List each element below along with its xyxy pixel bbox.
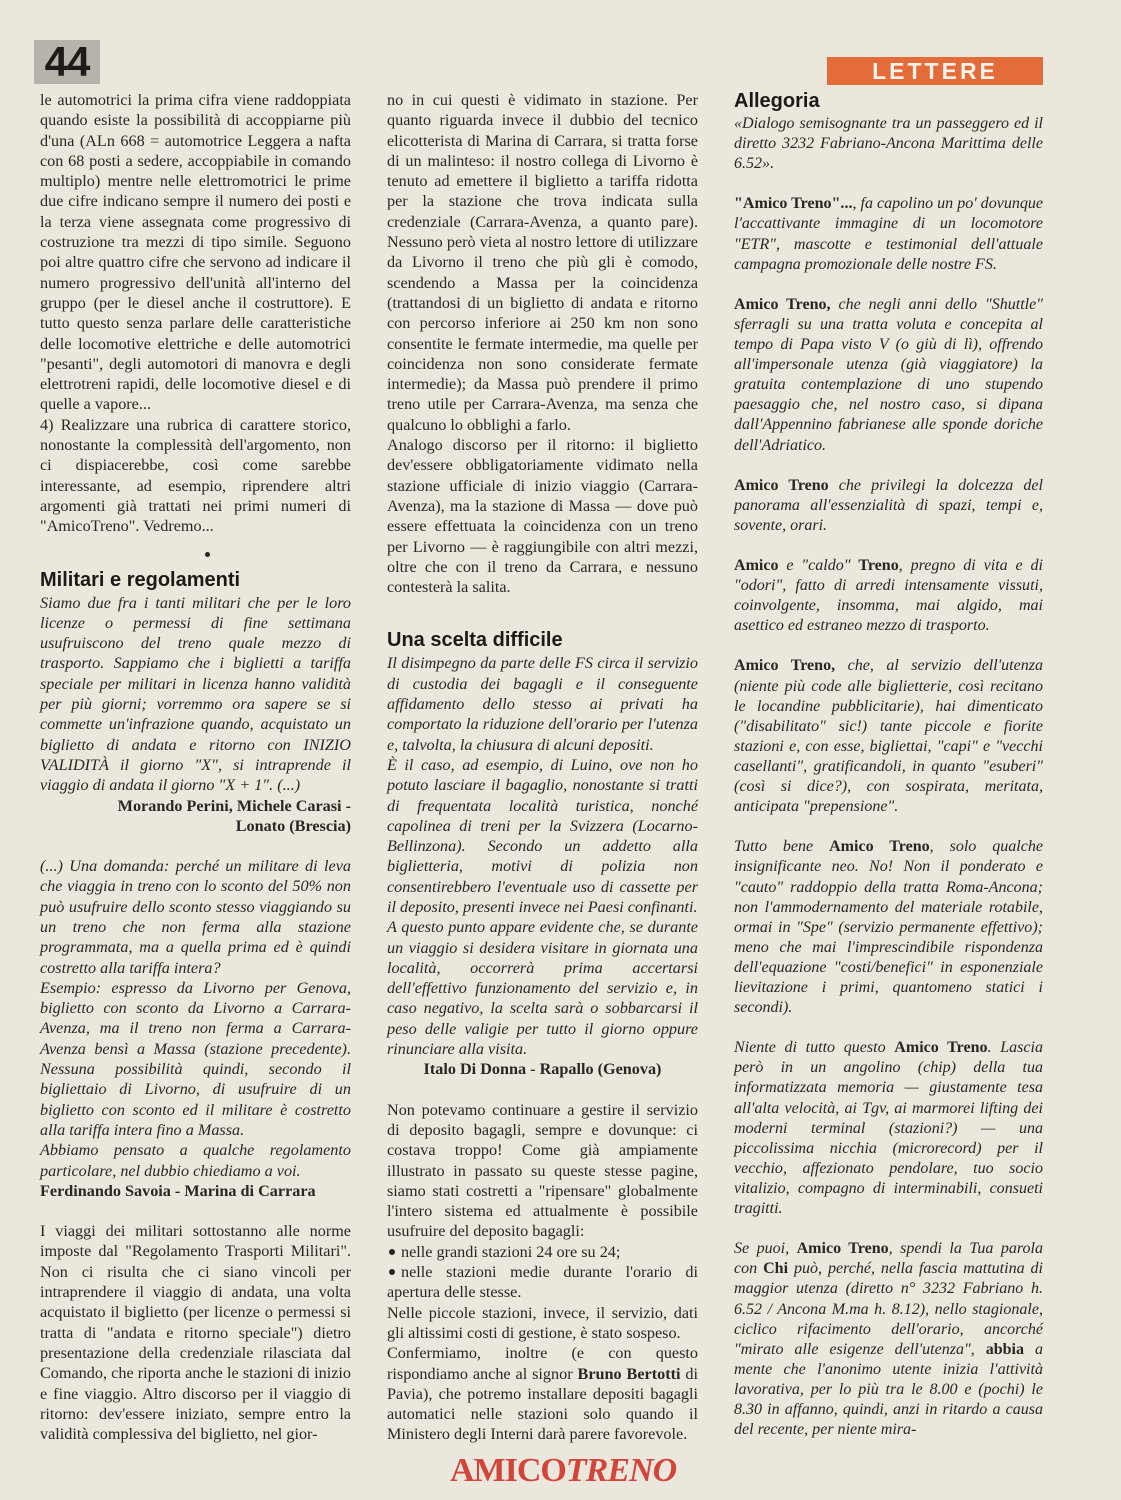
signature-savoia: Ferdinando Savoia - Marina di Carrara xyxy=(40,1181,316,1200)
bullet-stazioni-medie: nelle stazioni medie durante l'orario di apertura delle stesse. xyxy=(387,1263,698,1302)
decorative-dot xyxy=(205,552,210,557)
reply-militari-continued: no in cui questi è vidimato in stazione. Per quanto riguarda invece il dubbio del tecnico elicotterista di Marina di Carrara, si tratta forse di un malinteso: il nostro collega di Livorno è tenuto ad emettere il biglietto a tariffa ridotta per la stazione che trova indicata sulla credenziale (Carrara-Avenza, a quanto pare). Nessuno però vieta al nostro lettore di utilizzare da Livorno il treno che più gli è comodo, scendendo a Massa per la coincidenza (trattandosi di un biglietto di andata e ritorno con percorso inferiore ai 250 km non sono consentite le fermate intermedie, ma quelle per coincidenza non sono considerate fermate intermedie); da Massa può prendere il primo treno utile per Carrara-Avenza, ma senza che qualcuno lo obblighi a farlo. xyxy=(387,91,698,434)
article-continuation: le automotrici la prima cifra viene raddoppiata quando esiste la possibilità di accoppiarne più d'una (ALn 668 = automotrice Leggera a nafta con 68 posti a sedere, accoppiabile in comando multiplo) mentre nelle elettromotrici le prime due cifre indicano sempre il numero dei posti e la terza viene assegnata come progressivo di costruzione tra mezzi di tipo simile. Seguono poi altre quattro cifre che servono ad indicare il numero progressivo dell'unità all'interno del gruppo (per le diesel anche il costruttore). E tutto questo senza parlare delle caratteristiche delle locomotive elettriche e delle automotrici "pesanti", degli automotori di manovra e degli elettrotreni rapidi, delle locomotive diesel e di quelle a vapore... xyxy=(40,91,351,414)
column-3 xyxy=(734,90,1043,1440)
allegoria-p6: Tutto bene Amico Treno, solo qualche insignificante neo. No! Non il ponderato e "cauto" raddoppio della tratta Roma-Ancona; non l'ammodernamento del materiale rotabile, ormai in "Spe" (servizio permanente effettivo); meno che mai l'imprescindibile rispondenza dell'equazione "costi/benefici" in esponenziale lievitazione i primi, quantomeno statici i secondi). xyxy=(734,838,1044,1017)
reply-militari: I viaggi dei militari sottostanno alle norme imposte dal "Regolamento Trasporti Militari". Non ci risulta che ci siano vincoli per intraprendere il viaggio di andata, una volta acquistato il biglietto (per licenze o permessi si tratta di "andata e ritorno speciale") dietro presentazione della credenziale rilasciata dal Comando, che riporta anche le stazioni di inizio e fine viaggio. Altro discorso per il viaggio di ritorno: dev'essere iniziato, sempre entro la validità complessiva del biglietto, nel gior- xyxy=(40,1222,351,1444)
reply-militari-return: Analogo discorso per il ritorno: il biglietto dev'essere obbligatoriamente vidimato nella stazione ufficiale di inizio viaggio (Carrara-Avenza), ma la stazione di Massa — dove può essere effettuata la coincidenza con un treno per Livorno — è raggiungibile con altri mezzi, oltre che con il treno da Carrara, e nessuno contesterà la salita. xyxy=(387,436,698,597)
reply-bagagli-1: Non potevamo continuare a gestire il servizio di deposito bagagli, sempre e dovunque: ci costava troppo! Come già ampiamente illustrato in passato su queste stesse pagine, siamo stati costretti a "ripensare" globalmente l'intero sistema ed attualmente è possibile usufruire del deposito bagagli: xyxy=(387,1100,698,1241)
column-2 xyxy=(387,90,698,1445)
page-number: 44 xyxy=(34,40,100,84)
reply-bagagli-2: Nelle piccole stazioni, invece, il servizio, dati gli altissimi costi di gestione, è stato sospeso. xyxy=(387,1303,698,1342)
signature-perini-carasi: Morando Perini, Michele Carasi - xyxy=(117,796,351,815)
allegoria-p8: Se puoi, Amico Treno, spendi la Tua parola con Chi può, perché, nella fascia mattutina di maggior utenza (diretto n° 3232 Fabriano h. 6.52 / Ancona M.ma h. 8.12), nello stagionale, ciclico rifacimento dell'orario, ancorché "mirato alle esigenze dell'utenza", abbia a mente che l'anonimo utente inizia l'attività lavorativa, per lo più tra le 8.00 e (pochi) le 8.30 in affanno, quindi, anzi in ritardo a causa del recente, per niente mira- xyxy=(734,1240,1044,1439)
heading-scelta-difficile: Una scelta difficile xyxy=(387,629,563,652)
letter-militari-2: (...) Una domanda: perché un militare di leva che viaggia in treno con lo sconto del 50% non può usufruire dello sconto stesso viaggiando su un treno che non ferma alla stazione programmata, ma a quella prima ed è quindi costretto alla tariffa intera? xyxy=(40,857,351,977)
bullet-grandi-stazioni: nelle grandi stazioni 24 ore su 24; xyxy=(387,1242,698,1262)
allegoria-p7: Niente di tutto questo Amico Treno. Lascia però in un angolino (chip) della tua informatizzata memoria — giustamente tesa all'alta velocità, ai Tgv, ai marmorei lifting dei moderni terminal (stazioni?) — una piccolissima nicchia (microrecord) per il vecchio, affezionato pendolare, tuo socio vitalizio, compagno di interminabili, consueti tragitti. xyxy=(734,1039,1043,1218)
letter-bagagli-3: A questo punto appare evidente che, se durante un viaggio si desidera visitare in giornata una località, occorrerà prima accertarsi dell'effettivo funzionamento del servizio e, in caso negativo, la scelta sarà o sobbarcarsi il peso delle valigie per tutto il giorno oppure rinunciare alla visita. xyxy=(387,918,698,1059)
allegoria-p3: Amico Treno che privilegi la dolcezza del panorama all'essenzialità di spazi, tempi e, sovente, orari. xyxy=(734,476,1043,534)
letter-bagagli-2: È il caso, ad esempio, di Luino, ove non ho potuto lasciare il bagaglio, nonostante si tratti di frequentata località turistica, nonché capolinea di treni per la Svizzera (Locarno-Bellinzona). Secondo un addetto alla biglietteria, motivi di polizia non consentirebbero l'eventuale uso di cassette per il deposito, presenti invece nei Paesi confinanti. xyxy=(387,755,698,916)
column-1 xyxy=(40,90,351,1444)
bullet-icon xyxy=(389,1249,395,1255)
signature-di-donna: Italo Di Donna - Rapallo (Genova) xyxy=(423,1060,662,1079)
allegoria-p2: Amico Treno, che negli anni dello "Shuttle" sferragli su una tratta voluta e concepita al tempo di Papa visto V (o giù di lì), offrendo all'impersonale utenza (già viaggiatore) la gratuita contemplazione di uno stupendo paesaggio che, nel nostro caso, si dipana dall'Appennino fabrianese alle sponde doriche dell'Adriatico. xyxy=(734,295,1043,454)
heading-militari: Militari e regolamenti xyxy=(40,568,241,591)
letter-militari-1: Siamo due fra i tanti militari che per le loro licenze o permessi di fine settimana usufruiscono del treno quale mezzo di trasporto. Sappiamo che i biglietti a tariffa speciale per militari in licenza hanno validità per più giorni; vorremmo ora sapere se si commette un'infrazione quando, acquistato un biglietto di andata e ritorno con INIZIO VALIDITÀ il giorno "X", si intraprende il viaggio di andata il giorno "X + 1". (...) xyxy=(40,593,351,795)
bullet-icon xyxy=(389,1269,395,1275)
allegoria-intro: «Dialogo semisognante tra un passeggero ed il diretto 3232 Fabriano-Ancona Marittima delle 6.52». xyxy=(734,115,1043,173)
heading-allegoria: Allegoria xyxy=(734,90,820,112)
reply-bagagli-3: Confermiamo, inoltre (e con questo rispondiamo anche al signor Bruno Bertotti di Pavia), che potremo installare depositi bagagli automatici nelle stazioni solo quando il Ministero degli Interni darà parere favorevole. xyxy=(387,1344,698,1444)
allegoria-p5: Amico Treno, che, al servizio dell'utenza (niente più code alle biglietterie, così recitano le locandine pubblicitarie), hai dimenticato ("disabilitato" sic!) tante piccole e fiorite stazioni e, con esse, bigliettai, "capi" e "vecchi casellanti", gratificandoli, in quanto "esuberi" (così si dice?), con sospirata, meritata, anticipata "prepensione". xyxy=(734,657,1043,816)
allegoria-p4: Amico e "caldo" Treno, pregno di vita e di "odori", fatto di arredi intensamente vissuti, coinvolgente, insomma, mai algido, mai asettico ed estraneo mezzo di trasporto. xyxy=(734,556,1043,635)
letter-militari-2-close: Abbiamo pensato a qualche regolamento particolare, nel dubbio chiediamo a voi. xyxy=(40,1141,351,1180)
magazine-logo: AMICOTRENO xyxy=(450,1452,677,1489)
point-4: 4) Realizzare una rubrica di carattere storico, nonostante la complessità dell'argomento, non ci dispiacerebbe, così come sarebbe interessante, ad esempio, riprendere altri argomenti già trattati nei primi numeri di "AmicoTreno". Vedremo... xyxy=(40,415,351,536)
allegoria-p1: "Amico Treno"..., fa capolino un po' dovunque l'accattivante immagine di un locomotore "ETR", mascotte e testimonial dell'attuale campagna promozionale delle nostre FS. xyxy=(734,195,1044,273)
signature-lonato: Lonato (Brescia) xyxy=(235,816,351,835)
section-tag: LETTERE xyxy=(827,57,1043,85)
letter-militari-2-example: Esempio: espresso da Livorno per Genova, biglietto con sconto da Livorno a Carrara-Avenza, ma il treno non ferma a Carrara-Avenza bensì a Massa (stazione precedente). Nessuna possibilità quindi, secondo il bigliettaio di Livorno, di usufruire di un biglietto con sconto ed il militare è costretto alla tariffa intera fino a Massa. xyxy=(40,978,351,1139)
letter-bagagli-1: Il disimpegno da parte delle FS circa il servizio di custodia dei bagagli e il conseguente affidamento dello stesso ai privati ha comportato la riduzione dell'orario per l'utenza e, talvolta, la chiusura di alcuni depositi. xyxy=(387,654,698,754)
